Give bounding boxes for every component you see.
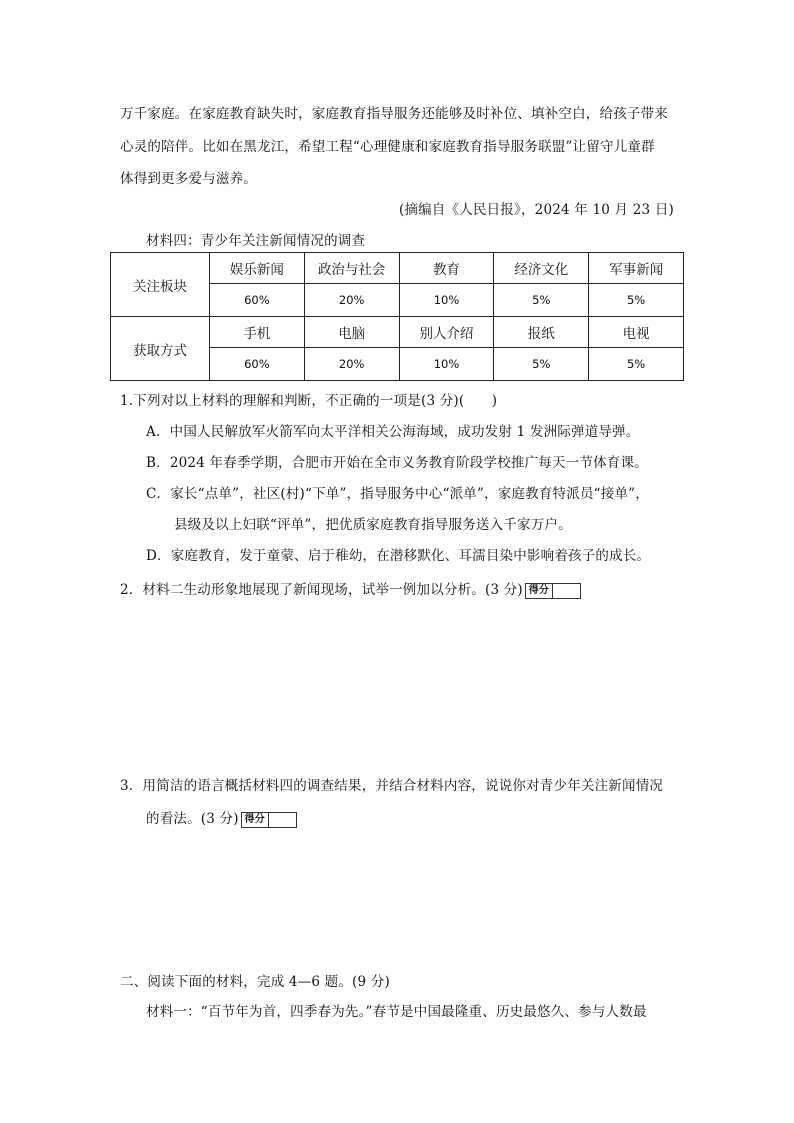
table-cell: 20% <box>304 284 399 317</box>
table-cell: 20% <box>304 348 399 381</box>
q3-stem-line1: 3．用简洁的语言概括材料四的调查结果，并结合材料内容，说说你对青少年关注新闻情况 <box>120 778 664 794</box>
q1-option-c-line2: 县级及以上妇联“评单”，把优质家庭教育指导服务送入千家万户。 <box>174 517 572 533</box>
table-cell: 别人介绍 <box>399 317 494 348</box>
q1-option-a: A．中国人民解放军火箭军向太平洋相关公海海域，成功发射 1 发洲际弹道导弹。 <box>146 424 640 440</box>
q3-stem-line2: 的看法。(3 分) <box>146 811 239 827</box>
table-cell: 电脑 <box>304 317 399 348</box>
table-cell: 60% <box>210 348 305 381</box>
table-cell: 军事新闻 <box>589 253 684 284</box>
score-label: 得分 <box>526 584 553 598</box>
paragraph-line-2: 心灵的陪伴。比如在黑龙江，希望工程“心理健康和家庭教育指导服务联盟”让留守儿童群 <box>120 139 655 155</box>
q2-stem-row <box>120 578 581 599</box>
table-cell: 5% <box>494 348 589 381</box>
section2-material1: 材料一：“百节年为首，四季春为先。”春节是中国最隆重、历史最悠久、参与人数最 <box>146 1004 647 1020</box>
q1-option-b: B．2024 年春季学期，合肥市开始在全市义务教育阶段学校推广每天一节体育课。 <box>146 455 648 471</box>
paragraph-line-1: 万千家庭。在家庭教育缺失时，家庭教育指导服务还能够及时补位、填补空白，给孩子带来 <box>120 106 668 122</box>
source-citation: (摘编自《人民日报》，2024 年 10 月 23 日) <box>398 202 674 218</box>
score-label: 得分 <box>242 813 269 827</box>
table-cell: 报纸 <box>494 317 589 348</box>
q1-option-c-line1: C．家长“点单”，社区(村)“下单”，指导服务中心“派单”，家庭教育特派员“接单”， <box>146 486 649 502</box>
table-cell: 政治与社会 <box>304 253 399 284</box>
row-label-channel: 获取方式 <box>111 317 210 381</box>
table-cell: 电视 <box>589 317 684 348</box>
table-cell: 60% <box>210 284 305 317</box>
table-cell: 5% <box>589 284 684 317</box>
table-cell: 手机 <box>210 317 305 348</box>
table-cell: 娱乐新闻 <box>210 253 305 284</box>
survey-table <box>110 252 684 381</box>
section2-heading: 二、阅读下面的材料，完成 4—6 题。(9 分) <box>120 974 390 990</box>
table-cell: 5% <box>494 284 589 317</box>
score-box[interactable] <box>241 812 297 828</box>
q3-stem-row <box>146 807 297 828</box>
table-cell: 教育 <box>399 253 494 284</box>
score-box[interactable] <box>525 583 581 599</box>
table-cell: 经济文化 <box>494 253 589 284</box>
table-cell: 10% <box>399 284 494 317</box>
table-cell: 10% <box>399 348 494 381</box>
row-label-focus: 关注板块 <box>111 253 210 317</box>
q1-option-d: D．家庭教育，发于童蒙、启于稚幼，在潜移默化、耳濡目染中影响着孩子的成长。 <box>146 548 651 564</box>
q2-stem: 2．材料二生动形象地展现了新闻现场，试举一例加以分析。(3 分) <box>120 582 523 598</box>
table-cell: 5% <box>589 348 684 381</box>
material4-title: 材料四：青少年关注新闻情况的调查 <box>146 233 366 249</box>
paragraph-line-3: 体得到更多爱与滋养。 <box>120 171 257 187</box>
q1-stem: 1.下列对以上材料的理解和判断，不正确的一项是(3 分)( ) <box>120 393 498 409</box>
